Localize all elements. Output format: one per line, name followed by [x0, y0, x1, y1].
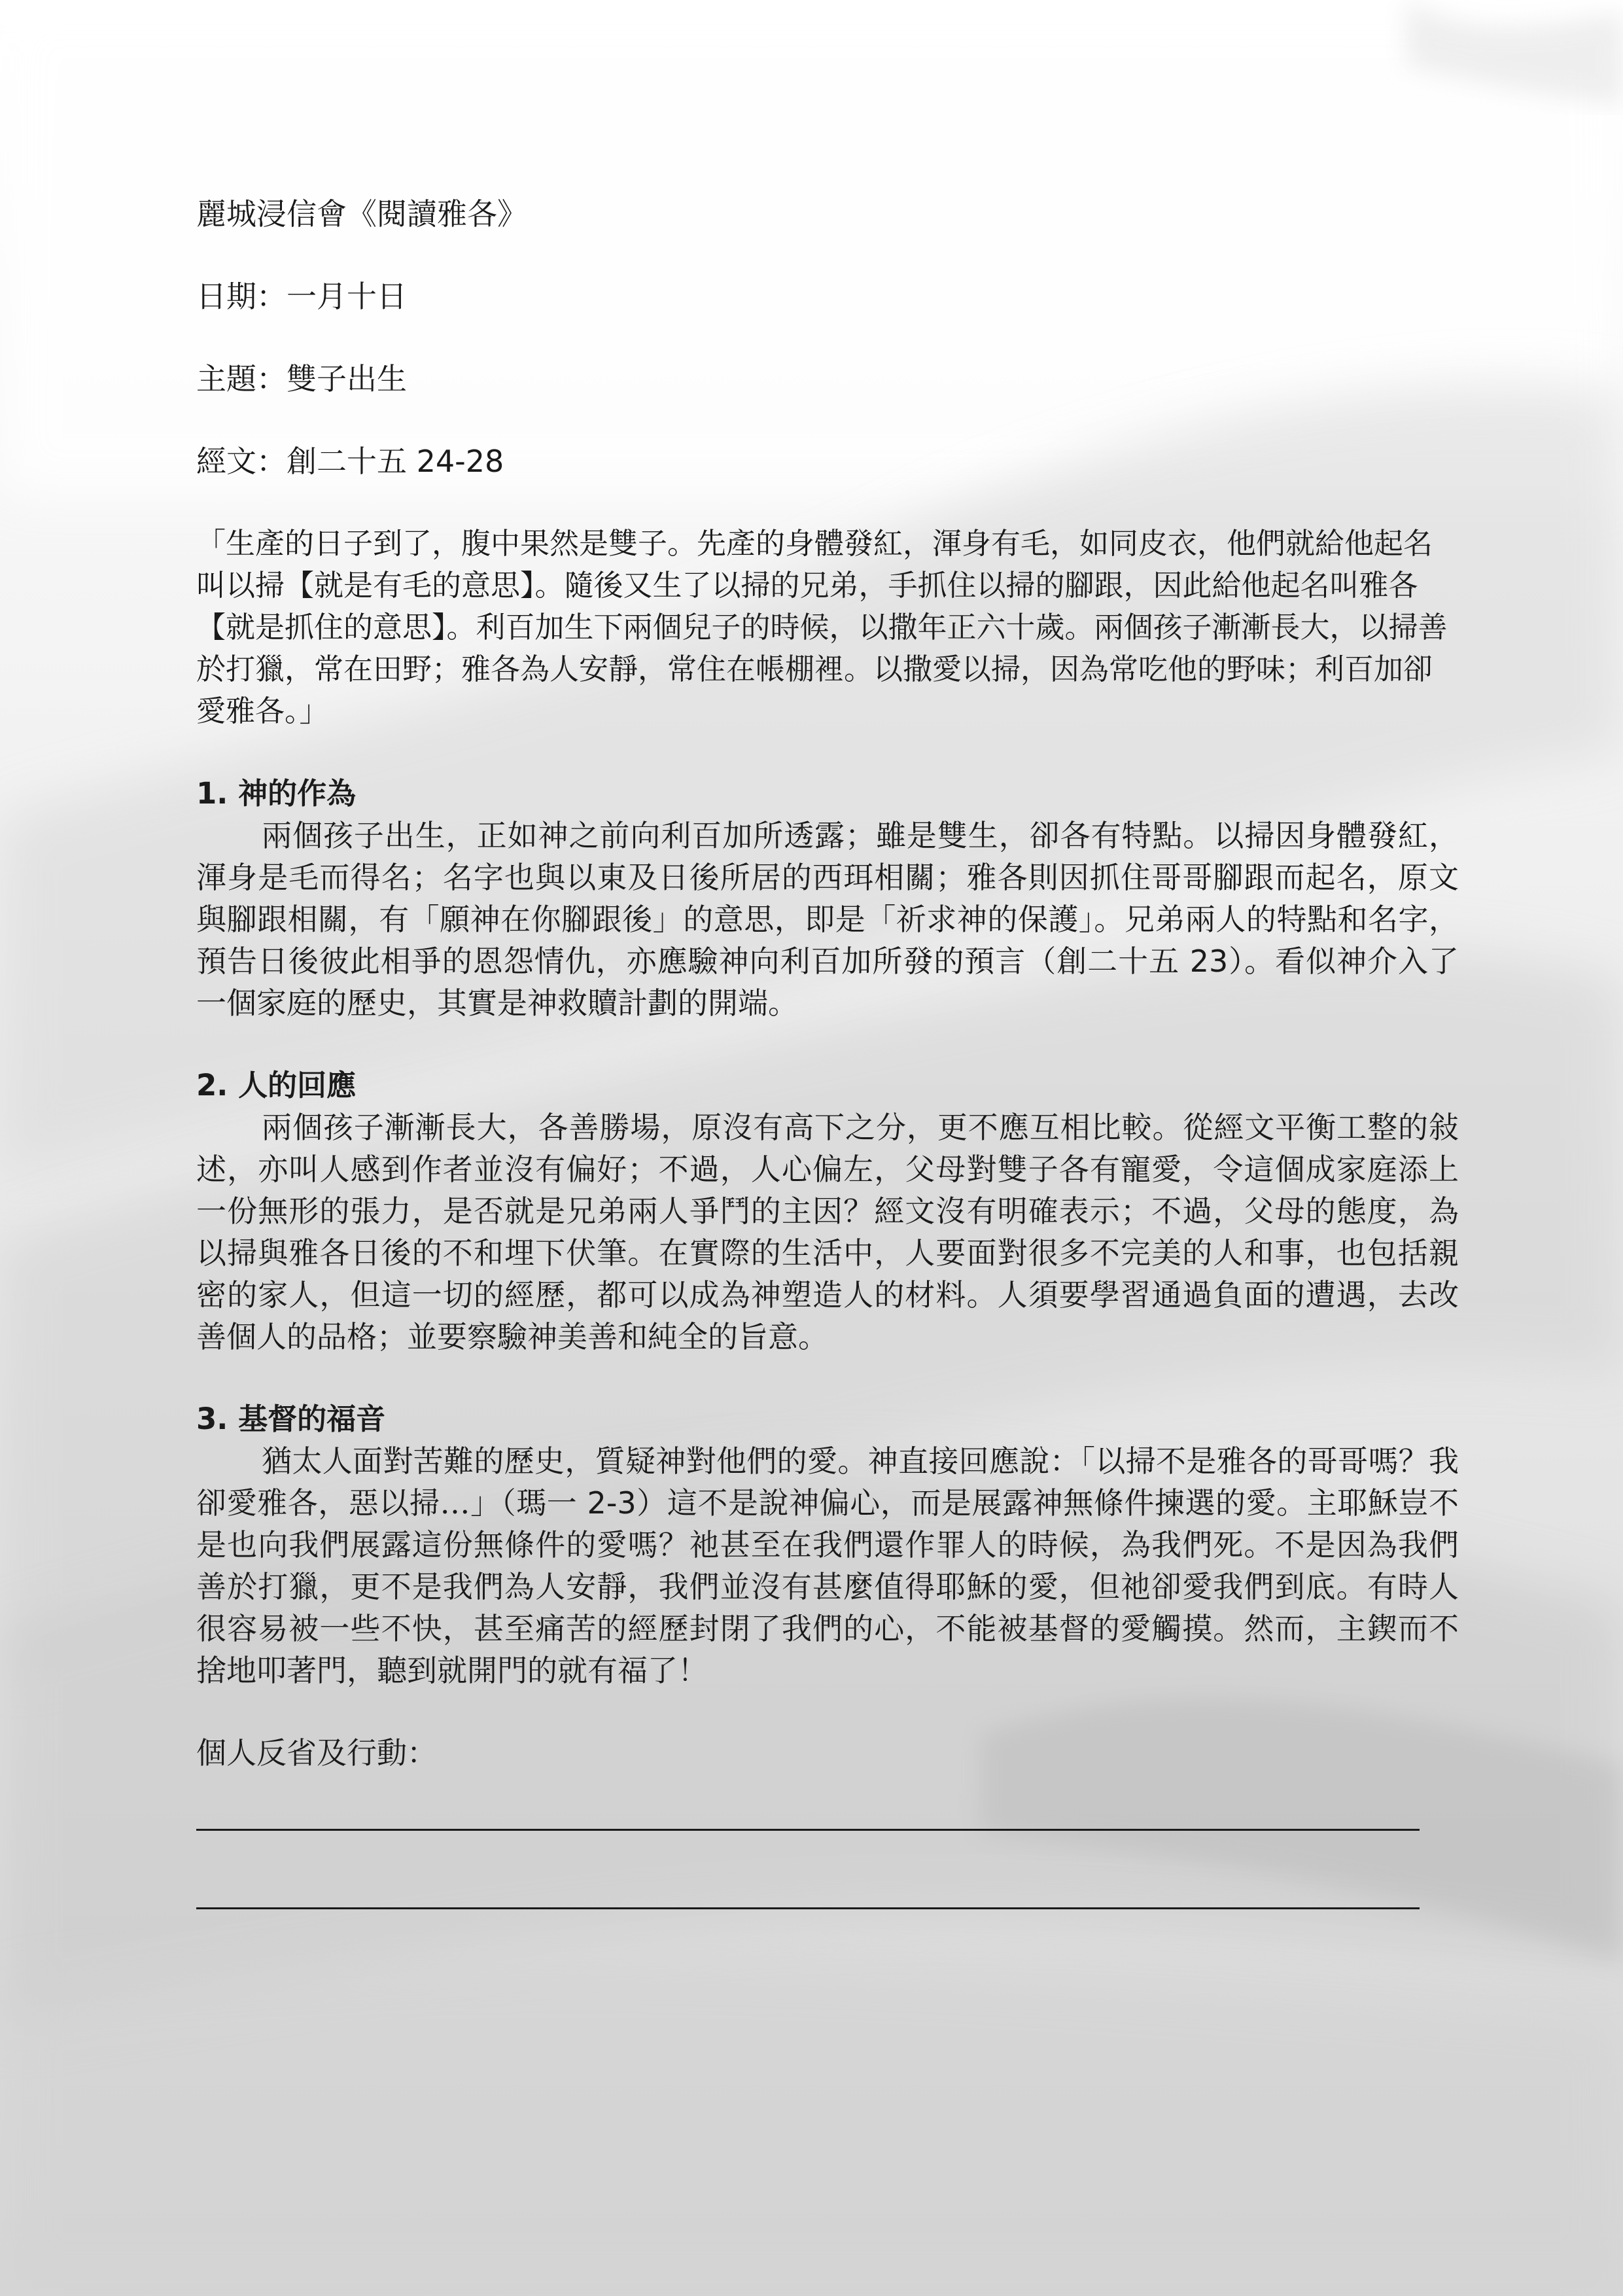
section-gospel: [196, 1398, 1459, 1691]
body-text: 猶太人面對苦難的歷史，質疑神對他們的愛。神直接回應說：: [262, 1443, 1080, 1479]
scripture-text: 「生產的日子到了，腹中果然是雙子。先產的身體發紅，渾身有毛，如同皮衣，他們就給他起名叫以掃【就是有毛的意思】。隨後又生了以掃的兄弟，手抓住以掃的腳跟，因此給他起名叫雅各【就是抓住的意思】。利百加生下兩個兒子的時候，以撒年正六十歲。兩個孩子漸漸長大，以掃善於打獵，常在田野；雅各為人安靜，常住在帳棚裡。以撒愛以掃，因為常吃他的野味；利百加卻愛雅各。」: [196, 526, 1448, 728]
malachi-quote: 「以掃不是雅各的哥哥嗎？我卻愛雅各，惡以掃…」: [196, 1443, 1459, 1521]
reflection-label: 個人反省及行動：: [196, 1735, 437, 1771]
passage-line: 經文：創二十五 24-28: [196, 444, 504, 479]
section-heading: 3. 基督的福音: [196, 1402, 386, 1436]
reflection-line-2[interactable]: [196, 1907, 1420, 1909]
page-title: 麗城浸信會《閱讀雅各》: [196, 196, 527, 232]
reflection-line-1[interactable]: [196, 1829, 1420, 1831]
section-body: 兩個孩子出生，正如神之前向利百加所透露；雖是雙生，卻各有特點。以掃因身體發紅，渾身是毛而得名；名字也與以東及日後所居的西珥相關；雅各則因抓住哥哥腳跟而起名，原文與腳跟相關，有「願神在你腳跟後」的意思，即是「祈求神的保護」。兄弟兩人的特點和名字，預告日後彼此相爭的恩怨情仇，亦應驗神向利百加所發的預言（創二十五 23）。看似神介入了一個家庭的歷史，其實是神救贖計劃的開端。: [196, 818, 1459, 1021]
section-body: 兩個孩子漸漸長大，各善勝場，原沒有高下之分，更不應互相比較。從經文平衡工整的敍述，亦叫人感到作者並沒有偏好；不過，人心偏左，父母對雙子各有寵愛，令這個成家庭添上一份無形的張力，是否就是兄弟兩人爭鬥的主因？經文沒有明確表示；不過，父母的態度，為以掃與雅各日後的不和埋下伏筆。在實際的生活中，人要面對很多不完美的人和事，也包括親密的家人，但這一切的經歷，都可以成為神塑造人的材料。人須要學習通過負面的遭遇，去改善個人的品格；並要察驗神美善和純全的旨意。: [196, 1110, 1459, 1354]
body-text: （瑪一 2-3）這不是說神偏心，而是展露神無條件揀選的愛。主耶穌豈不是也向我們展露這份無條件的愛嗎？祂甚至在我們還作罪人的時候，為我們死。不是因為我們善於打獵，更不是我們為人安靜，我們並沒有甚麼值得耶穌的愛，但祂卻愛我們到底。有時人很容易被一些不快，甚至痛苦的經歷封閉了我們的心，不能被基督的愛觸摸。然而，主鍥而不捨地叩著門，聽到就開門的就有福了！: [196, 1485, 1459, 1688]
section-gods-work: [196, 773, 1459, 1024]
section-human-response: [196, 1065, 1459, 1358]
theme-line: 主題：雙子出生: [196, 361, 407, 397]
devotional-page: [196, 193, 1459, 1909]
section-heading: 1. 神的作為: [196, 776, 357, 811]
section-body: [196, 1440, 1459, 1691]
section-heading: 2. 人的回應: [196, 1068, 357, 1103]
date-line: 日期：一月十日: [196, 279, 407, 314]
